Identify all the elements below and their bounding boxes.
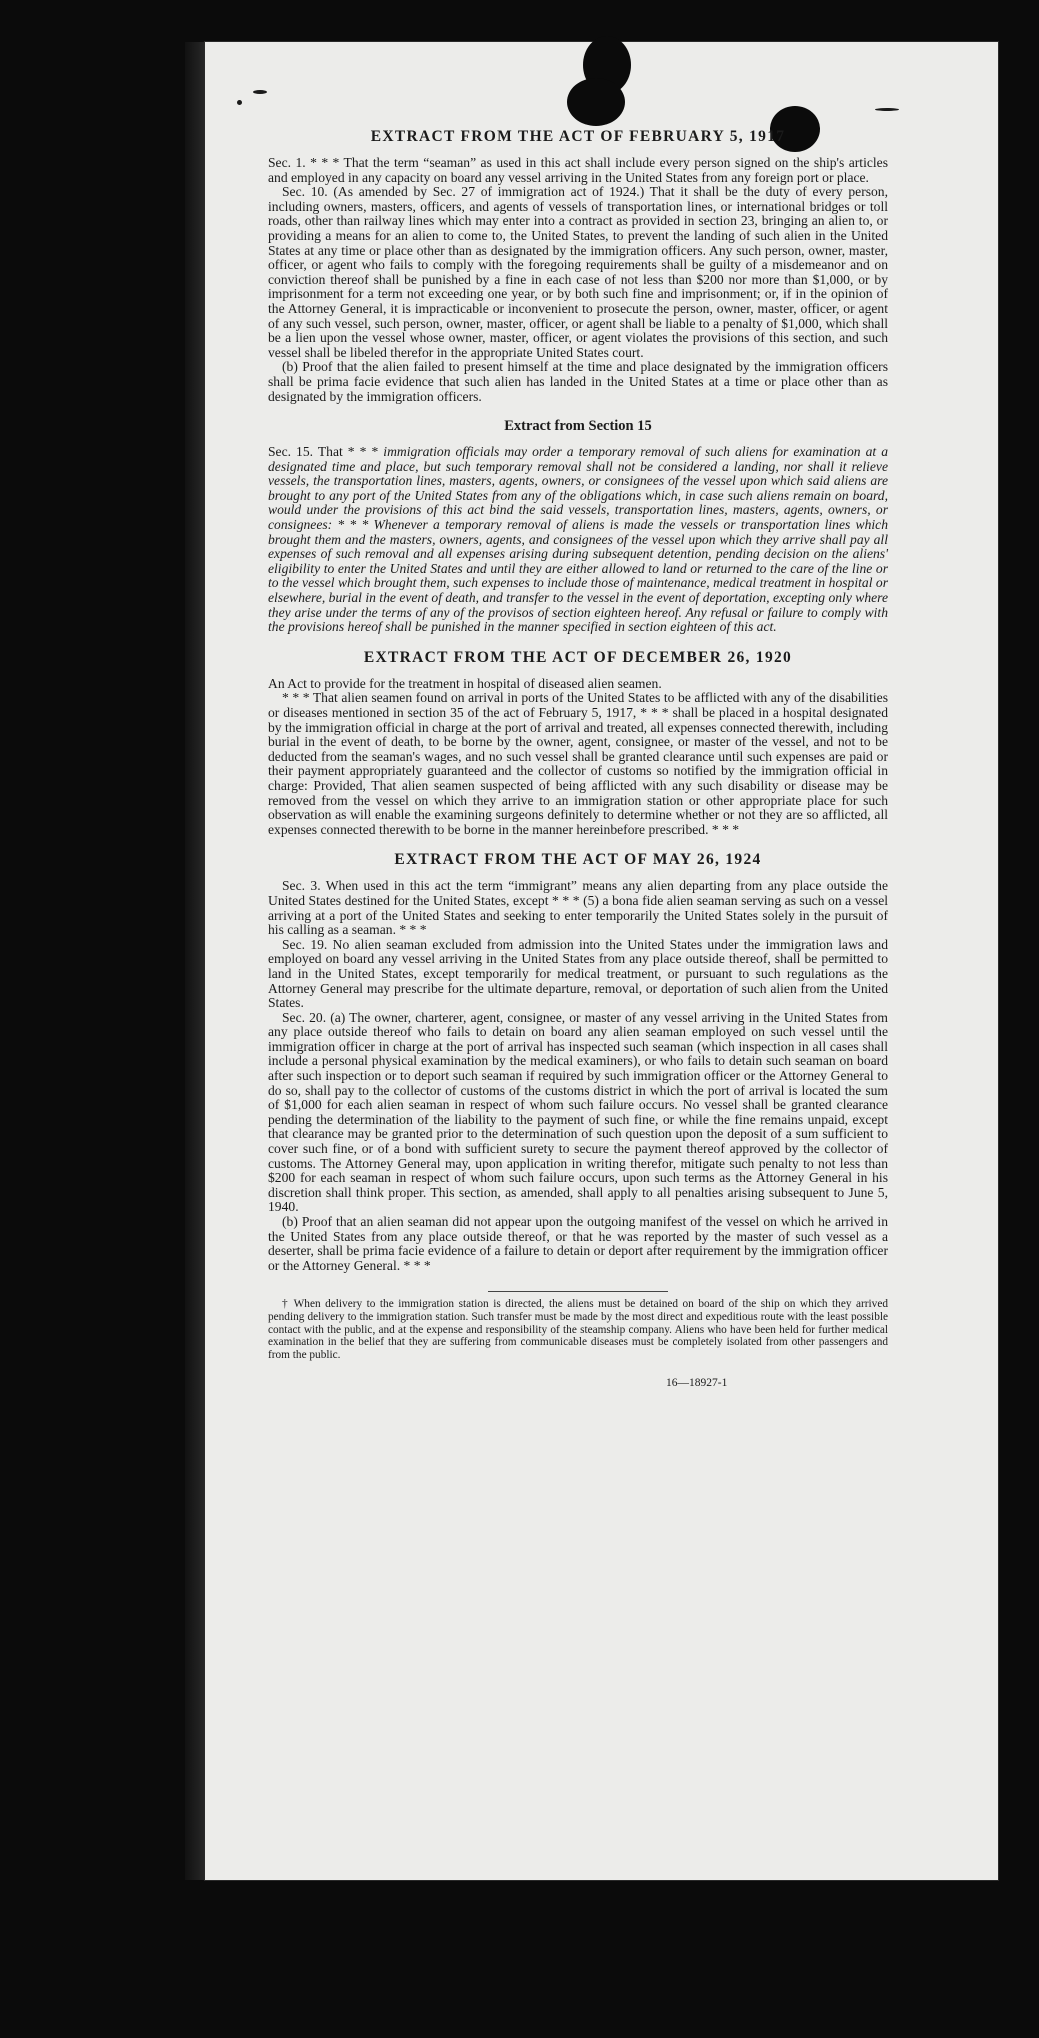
section-19-text: Sec. 19. No alien seaman excluded from admission into the United States under the immigration laws and employed on board any vessel arriving in the United States from any place outside thereof, shall be permitted to land in the United States, except temporarily for medical treatment, or pursuant to such regulations as the Attorney General may prescribe for the ultimate departure, removal, or deportation of such alien from the United States. [268,936,888,1011]
ink-speck [237,100,242,105]
document-body [268,128,888,1389]
heading-section-15: Extract from Section 15 [504,418,652,435]
heading-act-1917: EXTRACT FROM THE ACT OF FEBRUARY 5, 1917 [370,128,786,145]
ink-speck [875,108,899,111]
act-1920-title: An Act to provide for the treatment in hospital of diseased alien seamen. [268,675,662,691]
section-10-text: Sec. 10. (As amended by Sec. 27 of immigration act of 1924.) That it shall be the duty of every person, including owners, masters, officers, and agents of vessels of transportation lines, or international bridges or toll roads, other than railway lines which may enter into a contract as provided in section 23, bringing an alien to, or providing a means for an alien to come to, the United States, to prevent the landing of such alien in the United States at any time or place other than as designated by the immigration officers. Any such person, owner, master, officer, or agent who fails to comply with the foregoing requirements shall be guilty of a misdemeanor and on conviction thereof shall be punished by a fine in each case of not less than $200 nor more than $1,000, or by imprisonment for a term not exceeding one year, or by both such fine and imprisonment; or, if in the opinion of the Attorney General, it is impracticable or inconvenient to prosecute the person, owner, master, officer, or agent of any such vessel, such person, owner, master, officer, or agent shall be liable to a penalty of $1,000, which shall be a lien upon the vessel whose owner, master, officer, or agent violates the provisions of this section, and such vessel shall be libeled therefor in the appropriate United States court. [268,184,888,360]
section-20b-text: (b) Proof that an alien seaman did not appear upon the outgoing manifest of the vessel on which he arrived in the United States from any place outside thereof, or that he was reported by the master of such vessel as a deserter, shall be prima facie evidence of a failure to detain or deport after requirement by the immigration officer or the Attorney General. * * * [268,1214,888,1273]
section-20a-text: Sec. 20. (a) The owner, charterer, agent, consignee, or master of any vessel arriving in the United States from any place outside thereof who fails to detain on board any alien seaman employed on such vessel until the immigration officer in charge at the port of arrival has inspected such seaman (which inspection in all cases shall include a personal physical examination by the medical examiners), or who fails to detain such seaman on board after such inspection or to deport such seaman if required by such immigration officer or the Attorney General to do so, shall pay to the collector of customs of the customs district in which the port of arrival is located the sum of $1,000 for each alien seaman in respect of whom such failure occurs. No vessel shall be granted clearance pending the determination of the liability to the payment of such fine, or while the fine remains unpaid, except that clearance may be granted prior to the determination of such question upon the deposit of a sum sufficient to cover such fine, or of a bond with sufficient surety to secure the payment thereof approved by the collector of customs. The Attorney General may, upon application in writing therefor, mitigate such penalty to not less than $200 for each seaman in respect of whom such failure occurs, upon such terms as the Attorney General in his discretion shall think proper. This section, as amended, shall apply to all penalties arising subsequent to June 5, 1940. [268,1009,888,1215]
section-15-lead: Sec. 15. That * * * [268,444,379,460]
section-15-body: immigration officials may order a temporary removal of such aliens for examination at a designated time and place, but such temporary removal shall not be considered a landing, nor shall it relieve vessels, the transportation lines, masters, agents, owners, or consignees of the vessel upon which said aliens are brought to any port of the United States from any of the obligations which, in case such aliens remain on board, would under the provisions of this act bind the said vessels, transportation lines, masters, agents, owners, or consignees: * * * Whenever a temporary removal of aliens is made the vessels or transportation lines which brought them and the masters, owners, agents, and consignees of the vessel upon which they arrive shall pay all expenses of such removal and all expenses arising during subsequent detention, pending decision on the aliens' eligibility to enter the United States and until they are either allowed to land or returned to the care of the line or to the vessel which brought them, such expenses to include those of maintenance, medical treatment in hospital or elsewhere, burial in the event of death, and transfer to the vessel in the event of deportation, excepting only where they arise under the terms of any of the provisos of section eighteen hereof. Any refusal or failure to comply with the provisions hereof shall be punished in the manner specified in section eighteen of this act. [268,444,888,635]
heading-act-1924: EXTRACT FROM THE ACT OF MAY 26, 1924 [394,851,762,869]
footnote-text: † When delivery to the immigration station is directed, the aliens must be detained on board of the ship on which they arrived pending delivery to the immigration station. Such transfer must be made by the most direct and expeditious route with the least possible contact with the public, and at the expense and responsibility of the steamship company. Aliens who have been held for further medical examination in the belief that they are suffering from communicable diseases must be completely isolated from other passengers and from the public. [268,1298,888,1361]
heading-act-1920: EXTRACT FROM THE ACT OF DECEMBER 26, 1920 [363,648,793,666]
section-15-text [268,445,888,635]
page-edge-shadow [185,42,207,1880]
form-number: 16—18927-1 [666,1377,728,1390]
footnote-rule [488,1291,668,1292]
act-1920-text: * * * That alien seamen found on arrival in ports of the United States to be afflicted with any of the disabilities or diseases mentioned in section 35 of the act of February 5, 1917, * * * shall be placed in a hospital designated by the immigration official in charge at the port of arrival and treated, all expenses connected therewith, including burial in the event of death, to be borne by the owner, agent, consignee, or master of the vessel, and not to be deducted from the seaman's wages, and no such vessel shall be granted clearance until such expenses are paid or their payment appropriately guaranteed and the collector of customs so notified by the immigration official in charge: Provided, That alien seamen suspected of being afflicted with any such disability or disease may be removed from the vessel on which they arrive to an immigration station or other appropriate place for such observation as will enable the examining surgeons definitely to determine whether or not they are so afflicted, all expenses connected therewith to be borne in the manner hereinbefore prescribed. * * * [268,690,888,837]
section-3-text: Sec. 3. When used in this act the term “immigrant” means any alien departing from any place outside the United States destined for the United States, except * * * (5) a bona fide alien seaman serving as such on a vessel arriving at a port of the United States and seeking to enter temporarily the United States solely in the pursuit of his calling as a seaman. * * * [268,878,888,938]
ink-speck [253,90,267,94]
section-10b-text: (b) Proof that the alien failed to present himself at the time and place designated by the immigration officers shall be prima facie evidence that such alien has landed in the United States at a time or place other than as designated by the immigration officers. [268,359,888,404]
document-page [205,42,998,1880]
section-1-text: Sec. 1. * * * That the term “seaman” as used in this act shall include every person signed on the ship's articles and employed in any capacity on board any vessel arriving in the United States from any foreign port or place. [268,155,888,185]
punch-hole [567,78,625,126]
